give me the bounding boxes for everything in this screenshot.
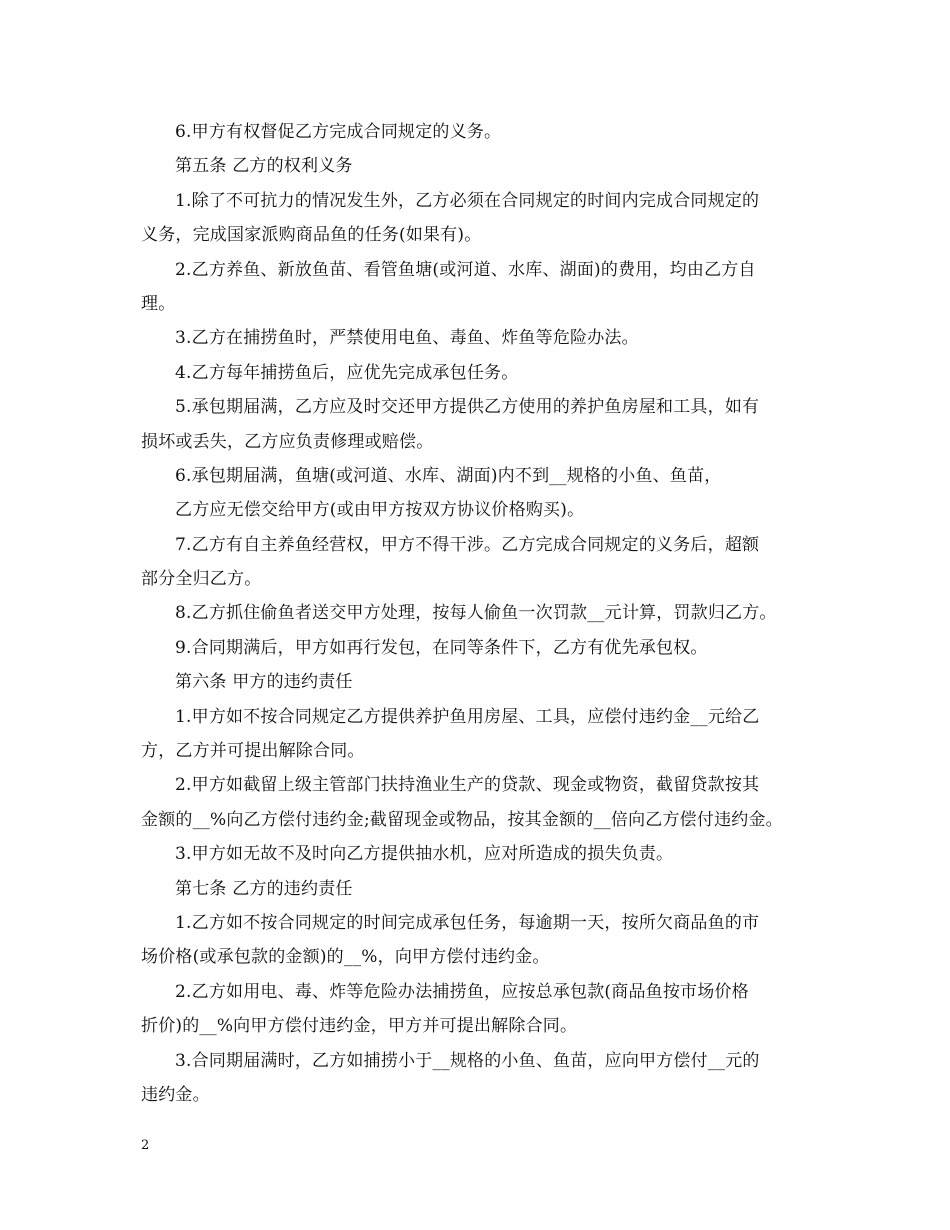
text-line: 第六条 甲方的违约责任	[175, 672, 353, 693]
text-line: 9.合同期满后，甲方如再行发包，在同等条件下，乙方有优先承包权。	[175, 637, 708, 658]
text-line: 金额的__%向乙方偿付违约金;截留现金或物品，按其金额的__倍向乙方偿付违约金。	[141, 809, 783, 830]
text-line: 违约金。	[141, 1084, 210, 1105]
text-line: 5.承包期届满，乙方应及时交还甲方提供乙方使用的养护鱼房屋和工具，如有	[175, 397, 760, 418]
text-line: 3.甲方如无故不及时向乙方提供抽水机，应对所造成的损失负责。	[175, 844, 674, 865]
text-line: 第五条 乙方的权利义务	[175, 156, 353, 177]
text-line: 部分全归乙方。	[141, 569, 262, 590]
text-line: 3.乙方在捕捞鱼时，严禁使用电鱼、毒鱼、炸鱼等危险办法。	[175, 328, 639, 349]
text-line: 6.甲方有权督促乙方完成合同规定的义务。	[175, 122, 502, 142]
text-line: 折价)的__%向甲方偿付违约金，甲方并可提出解除合同。	[141, 1016, 578, 1037]
text-line: 1.除了不可抗力的情况发生外，乙方必须在合同规定的时间内完成合同规定的	[175, 190, 760, 211]
text-line: 2.乙方养鱼、新放鱼苗、看管鱼塘(或河道、水库、湖面)的费用，均由乙方自	[175, 259, 756, 280]
text-line: 损坏或丢失，乙方应负责修理或赔偿。	[141, 431, 434, 452]
text-line: 理。	[141, 293, 176, 314]
text-line: 3.合同期届满时，乙方如捕捞小于__规格的小鱼、鱼苗，应向甲方偿付__元的	[175, 1050, 760, 1071]
text-line: 义务，完成国家派购商品鱼的任务(如果有)。	[141, 225, 482, 246]
text-line: 乙方应无偿交给甲方(或由甲方按双方协议价格购买)。	[175, 500, 585, 521]
text-line: 8.乙方抓住偷鱼者送交甲方处理，按每人偷鱼一次罚款__元计算，罚款归乙方。	[175, 603, 777, 624]
document-body	[141, 115, 831, 1112]
text-line: 方，乙方并可提出解除合同。	[141, 741, 365, 762]
text-line: 1.甲方如不按合同规定乙方提供养护鱼用房屋、工具，应偿付违约金__元给乙	[175, 706, 760, 727]
text-line: 1.乙方如不按合同规定的时间完成承包任务，每逾期一天，按所欠商品鱼的市	[175, 912, 760, 933]
page-number: 2	[141, 1138, 150, 1153]
text-line: 2.甲方如截留上级主管部门扶持渔业生产的贷款、现金或物资，截留贷款按其	[175, 775, 760, 796]
text-line: 6.承包期届满，鱼塘(或河道、水库、湖面)内不到__规格的小鱼、鱼苗，	[175, 465, 722, 486]
text-line: 第七条 乙方的违约责任	[175, 878, 353, 899]
text-line: 7.乙方有自主养鱼经营权，甲方不得干涉。乙方完成合同规定的义务后，超额	[175, 534, 760, 555]
text-line: 场价格(或承包款的金额)的__%，向甲方偿付违约金。	[141, 947, 550, 968]
text-line: 2.乙方如用电、毒、炸等危险办法捕捞鱼，应按总承包款(商品鱼按市场价格	[175, 981, 749, 1002]
text-line: 4.乙方每年捕捞鱼后，应优先完成承包任务。	[175, 362, 519, 383]
